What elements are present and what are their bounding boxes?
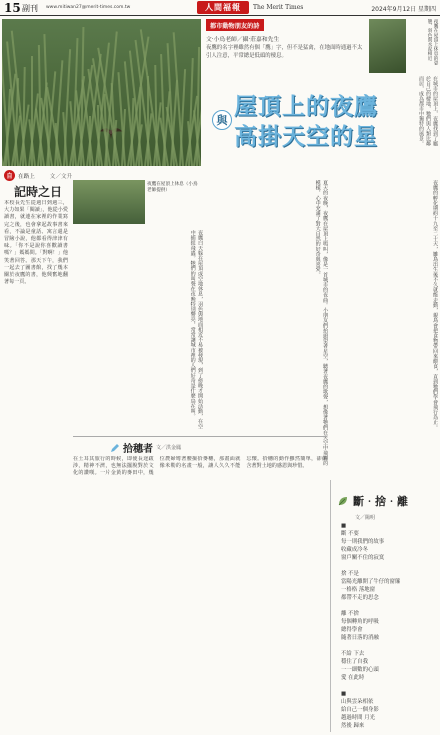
poem-line: 都帶不走的思念 xyxy=(341,595,379,601)
story-byline: 文／文升 xyxy=(49,173,73,180)
poem-line: 一格格 落地窗 xyxy=(341,587,376,593)
poem-line xyxy=(341,602,433,610)
poem-line: 隨著日落的消融 xyxy=(341,635,379,641)
poem-lines xyxy=(341,522,433,730)
poem-line: 山與雲朵相依 xyxy=(341,699,374,705)
poem-line: ■ xyxy=(341,523,347,529)
small-photo-caption: 夜鷹在屋頂上休息的姿態，羽色與水泥相近 xyxy=(427,19,438,65)
paper-name: 人間福報 xyxy=(205,2,241,12)
poem-line xyxy=(341,642,433,650)
headline-line-2: 高掛天空的星 xyxy=(234,123,378,150)
nighthawk-photo xyxy=(2,19,201,166)
small-photo xyxy=(369,19,406,73)
poem-line: 每個轉角的呼吸 xyxy=(341,619,379,625)
poem-title: 斷‧捨‧離 xyxy=(353,495,408,508)
poem-heading xyxy=(337,486,433,516)
essay-body: 在土耳其旅行的時候，即使長途跋涉，精神不濟，也無法擺脫對於文化的讚嘆。一片金黃的麥田中，幾位農婦彎著腰撿拾麥穗，那畫面就像米勒的名畫一般，讓人久久不能忘懷。拾穗的動作雖然簡單，卻蘊含著對土地的感恩與珍惜。 xyxy=(73,456,327,477)
pen-icon xyxy=(110,443,120,453)
essay-byline: 文／洪金鳳 xyxy=(156,445,182,451)
leaf-icon xyxy=(337,495,349,507)
issue-date: 2024年9月12日 星期四 xyxy=(371,6,436,13)
poem-line: 穩住了自我 xyxy=(341,659,368,665)
poem-author: 文／陽明 xyxy=(355,515,376,521)
story-body: 本校長先生從週日到週三，大力如果「閱讀」，他從小愛讀書，就連在家裡的作業寫完之後，也會拿起故事書來看，不論是童話、寓言還是冒險小說，他都看得津津有味。「你不是說你喜歡讀書嗎？」媽媽問。「對啊！」他笑著回答。那天下午，我們一起去了圖書館，找了幾本關於夜鷹的書，他興奮地翻著每一頁。 xyxy=(4,200,68,286)
paper-name-en: The Merit Times xyxy=(253,4,304,11)
inline-photo xyxy=(73,180,145,224)
paper-logo xyxy=(197,1,249,14)
poem-line: 給自己一個身影 xyxy=(341,707,379,713)
story-tag xyxy=(4,170,72,181)
poem-line: 然後 歸來 xyxy=(341,723,365,729)
poem-line: ■ xyxy=(341,691,347,697)
poem-line: 收藏成冷冬 xyxy=(341,547,368,553)
poem-line xyxy=(341,562,433,570)
poem-line: 捨 不是 xyxy=(341,571,359,577)
page-number: 15 xyxy=(4,1,21,15)
poem-line: 一一細數的心頭 xyxy=(341,667,379,673)
poem-line: 離 不捨 xyxy=(341,611,359,617)
poem-line: 越過時間 月光 xyxy=(341,715,376,721)
poem-line: 愛 在此時 xyxy=(341,675,365,681)
middle-column-a: 夜鷹白天躲在屋頂或空地休息，羽色與地面相近不易被發現，到了傍晚才開始活動，在空中捕捉飛蟲。牠們的叫聲在夜晚特別響亮，常常讓城市裡的人們好奇是什麼鳥在叫。 xyxy=(189,230,203,429)
story-title: 記時之日 xyxy=(14,185,63,199)
poem-line xyxy=(341,682,433,690)
essay-rule xyxy=(73,436,327,437)
inline-photo-caption: 夜鷹在屋頂上休息（小鳥老師提供） xyxy=(147,182,198,193)
poem-line: 當陽光離開了牛仔的窗簾 xyxy=(341,579,401,585)
essay-heading xyxy=(110,440,181,455)
kicker: 都市動物朋友的詩 xyxy=(206,19,264,31)
story-tag-icon: 自 xyxy=(4,170,15,181)
masthead xyxy=(0,0,440,16)
feature-lead: 夜鷹的名字裡雖然有個「鷹」字，但不是猛禽，在地面時通過不太引人注意，平常總是低頭的棲息。 xyxy=(206,45,363,60)
poem-line: 不給 下去 xyxy=(341,651,365,657)
right-column-c: 夜鷹的孵化期約十九至二十天，雛鳥出生後不久就能走動，親鳥會把食物帶回來餵食，直到牠們學會飛行為止。 xyxy=(432,180,438,430)
story-tag-text: 在路上 xyxy=(18,173,35,180)
essay-title: 拾穗者 xyxy=(123,444,153,455)
masthead-url: www.mitiwan27@merit-times.com.tw xyxy=(46,5,131,10)
poem-line: 總得學會 xyxy=(341,627,363,633)
headline-line-1: 屋頂上的夜鷹 xyxy=(234,93,378,120)
poem-line: 每一則我們的故事 xyxy=(341,539,385,545)
poem-box xyxy=(330,480,438,732)
headline-connector: 與 xyxy=(212,110,232,130)
poem-line: 斷 不要 xyxy=(341,531,359,537)
middle-column-b: 夏天的夜晚，夜鷹在屋頂上鳴叫，像是一首城市的夜曲。小朋友們抬頭望著星空，聽著夜鷹的歌聲，想像著牠們在天空中飛翔的模樣，心中充滿了對大自然的好奇與喜愛。 xyxy=(314,180,328,466)
feature-byline: 文‧小鳥老師／攝‧莊嘉和先生 xyxy=(206,37,280,43)
poem-line: 窗戶關不住的寂寞 xyxy=(341,555,385,561)
section-label: 副刊 xyxy=(22,4,38,13)
feature-column-top: 在城市的屋頂上，夜鷹找到了屬於自己的棲地，牠們與人類比鄰而居，成為都市中獨特的風景。 xyxy=(418,76,438,146)
